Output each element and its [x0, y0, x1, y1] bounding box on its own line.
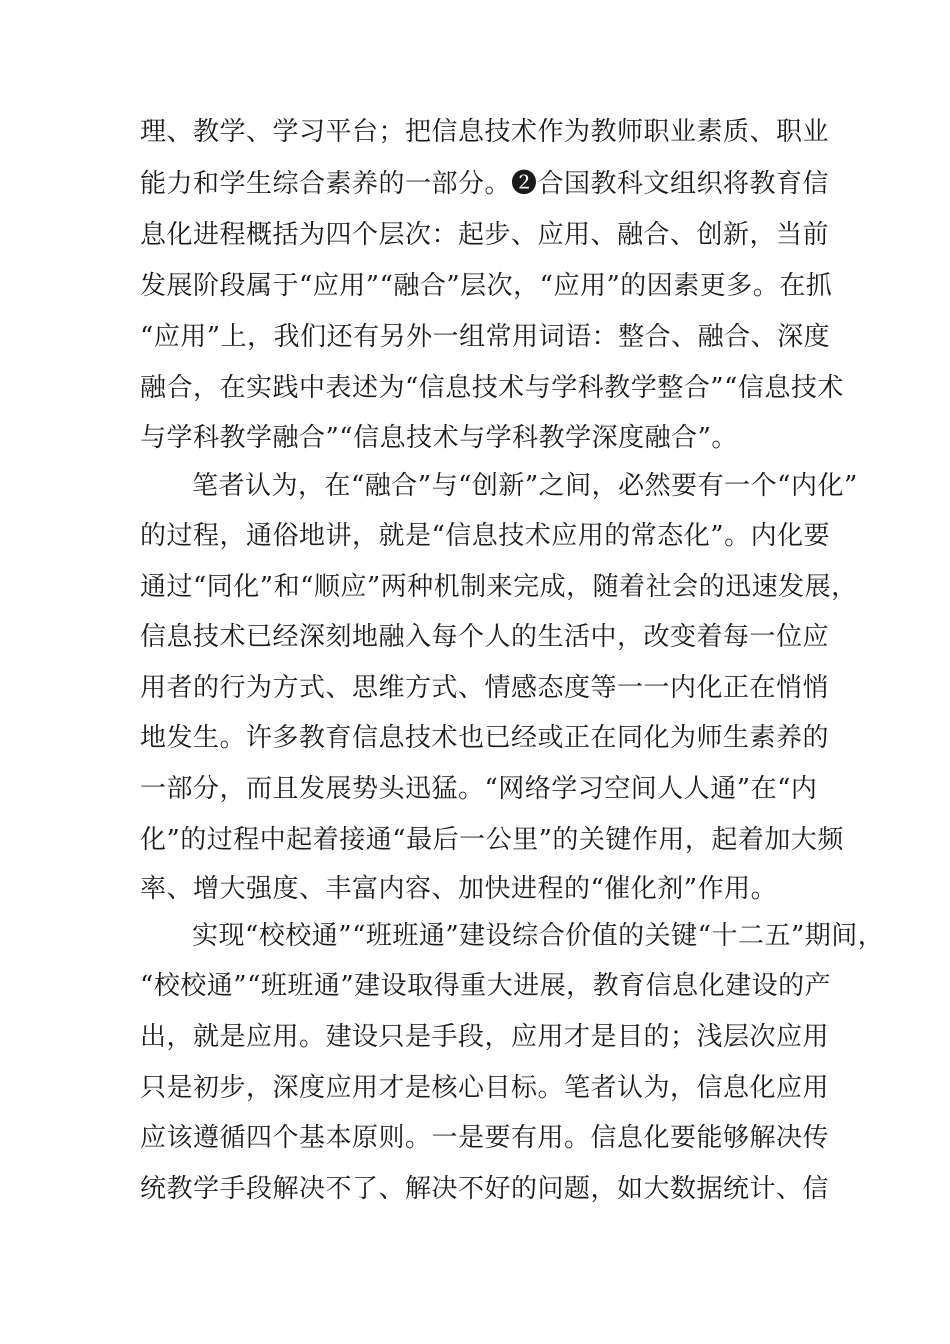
text-line: 率、增大强度、丰富内容、加快进程的“催化剂”作用。: [140, 874, 778, 904]
text-line: 用者的行为方式、思维方式、情感态度等一一内化正在悄悄: [140, 673, 830, 703]
text-line: 一部分，而且发展势头迅猛。“网络学习空间人人通”在“内: [140, 774, 818, 804]
text-line: 应该遵循四个基本原则。一是要有用。信息化要能够解决传: [140, 1123, 830, 1153]
text-line: “应用”上，我们还有另外一组常用词语：整合、融合、深度: [140, 322, 831, 352]
text-line: “校校通”“班班通”建设取得重大进展，教育信息化建设的产: [140, 971, 832, 1001]
text-line: 融合，在实践中表述为“信息技术与学科教学整合”“信息技术: [140, 373, 844, 403]
text-line: 信息技术已经深刻地融入每个人的生活中，改变着每一位应: [140, 622, 830, 652]
text-line: 地发生。许多教育信息技术也已经或正在同化为师生素养的: [140, 723, 830, 753]
text-line: 通过“同化”和“顺应”两种机制来完成，随着社会的迅速发展，: [140, 572, 858, 602]
text-line: 能力和学生综合素养的一部分。❷合国教科文组织将教育信: [140, 169, 830, 199]
text-line: 的过程，通俗地讲，就是“信息技术应用的常态化”。内化要: [140, 521, 831, 551]
text-line: 出，就是应用。建设只是手段，应用才是目的；浅层次应用: [140, 1022, 830, 1052]
paragraph-first-line: 实现“校校通”“班班通”建设综合价值的关键“十二五”期间，: [192, 921, 885, 951]
text-line: 与学科教学融合”“信息技术与学科教学深度融合”。: [140, 423, 738, 453]
text-line: 息化进程概括为四个层次：起步、应用、融合、创新，当前: [140, 220, 830, 250]
text-line: 发展阶段属于“应用”“融合”层次，“应用”的因素更多。在抓: [140, 271, 833, 301]
text-line: 统教学手段解决不了、解决不好的问题，如大数据统计、信: [140, 1174, 830, 1204]
text-line: 化”的过程中起着接通“最后一公里”的关键作用，起着加大频: [140, 825, 844, 855]
text-line: 只是初步，深度应用才是核心目标。笔者认为，信息化应用: [140, 1073, 830, 1103]
text-line: 理、教学、学习平台；把信息技术作为教师职业素质、职业: [140, 117, 830, 147]
paragraph-first-line: 笔者认为，在“融合”与“创新”之间，必然要有一个“内化”: [192, 471, 858, 501]
